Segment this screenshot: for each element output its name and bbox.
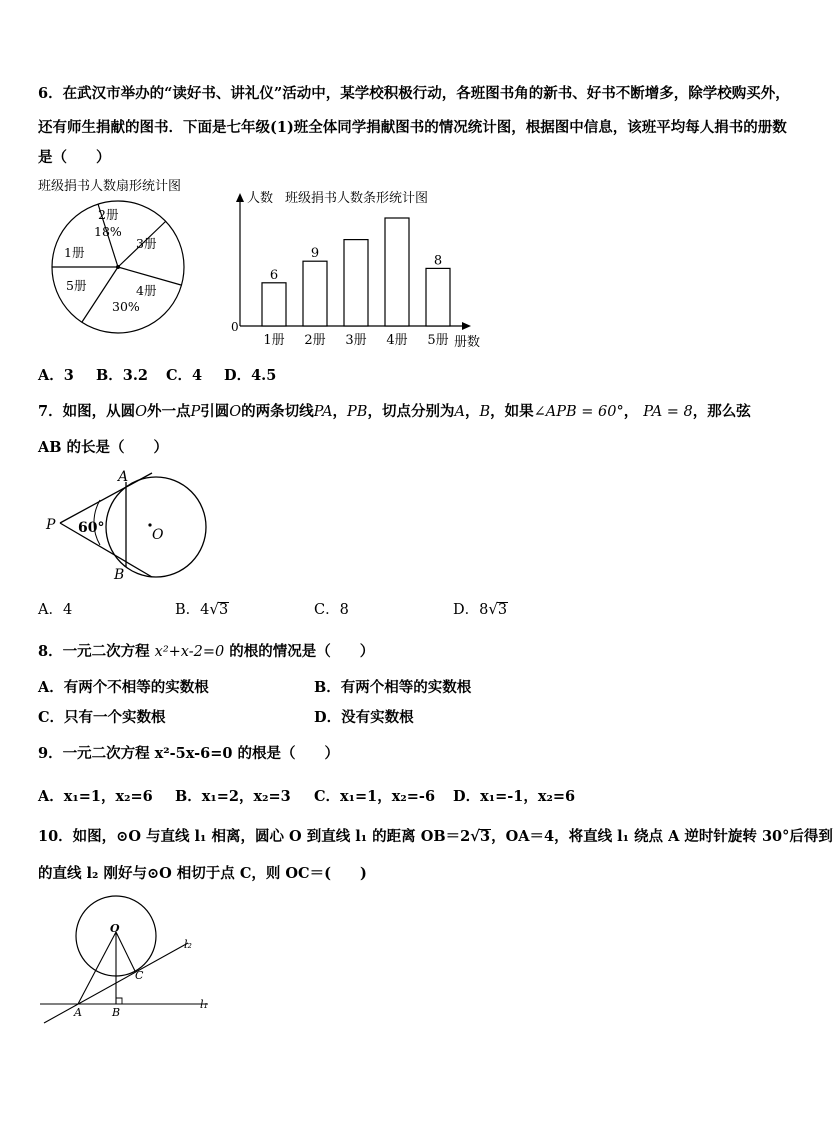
label-l2: l₂: [184, 938, 192, 951]
bar-x-arrow: [462, 322, 471, 330]
bar-category-label: 4册: [386, 333, 408, 348]
bar-chart: [225, 185, 495, 355]
bar-origin: 0: [231, 320, 239, 334]
q6-line3: 是（ ）: [38, 149, 111, 166]
q10-figure: [36, 888, 226, 1028]
bar-category-label: 2册: [304, 333, 326, 348]
pie-label-2: 2册: [98, 207, 119, 222]
q6-line2: 还有师生捐献的图书．下面是七年级(1)班全体同学捐献图书的情况统计图，根据图中信息，该班平均每人捐书的册数: [38, 119, 787, 136]
pie-title: 班级捐书人数扇形统计图: [38, 179, 182, 194]
q8-option-c[interactable]: C．只有一个实数根: [38, 709, 166, 726]
q8-stem: 8．一元二次方程 x²+x-2=0 的根的情况是（ ）: [38, 643, 375, 660]
q9-option-d[interactable]: D．x₁=-1，x₂=6: [453, 788, 576, 805]
bar-value-label: 8: [433, 253, 443, 269]
q6-option-c[interactable]: C．4: [166, 367, 203, 384]
q9-option-c[interactable]: C．x₁=1，x₂=-6: [314, 788, 436, 805]
q9-stem: 9．一元二次方程 x²-5x-6=0 的根是（ ）: [38, 745, 340, 762]
q7-figure: [40, 465, 200, 590]
q7-line2: AB 的长是（ ）: [38, 439, 169, 456]
bar-category-label: 5册: [427, 333, 449, 348]
q6-option-b[interactable]: B．3.2: [96, 367, 148, 384]
tangent-pa: [60, 473, 152, 523]
pie-label-5: 5册: [66, 278, 87, 293]
label-b: B: [112, 1006, 121, 1019]
q8-option-d[interactable]: D．没有实数根: [314, 709, 414, 726]
q9-option-b[interactable]: B．x₁=2，x₂=3: [175, 788, 291, 805]
bar-4: [385, 218, 409, 326]
label-o: O: [110, 922, 120, 935]
pie-percent-2: 18%: [94, 224, 122, 239]
label-60: 60°: [78, 520, 105, 536]
segment-oc: [116, 932, 135, 971]
bar-2: [303, 261, 327, 326]
q7-line1: 7．如图，从圆O外一点P引圆O的两条切线PA，PB，切点分别为A，B，如果∠APB = 60°， PA = 8，那么弦: [38, 403, 751, 420]
pie-percent-4: 30%: [112, 299, 140, 314]
label-o: O: [152, 527, 164, 543]
label-c: C: [135, 969, 144, 982]
bar-xlabel: 册数: [454, 335, 481, 350]
q7-option-c[interactable]: C．8: [314, 602, 349, 618]
q7-option-d[interactable]: D．8√3: [453, 600, 508, 618]
label-p: P: [46, 517, 56, 533]
pie-label-1: 1册: [64, 245, 85, 260]
q8-option-a[interactable]: A．有两个不相等的实数根: [38, 679, 209, 696]
right-angle-mark: [116, 998, 122, 1004]
bar-value-label: 6: [269, 267, 279, 283]
q8-option-b[interactable]: B．有两个相等的实数根: [314, 679, 472, 696]
bar-5: [426, 268, 450, 326]
q10-line2: 的直线 l₂ 刚好与⊙O 相切于点 C，则 OC＝( ): [38, 865, 367, 882]
pie-label-4: 4册: [136, 283, 157, 298]
q9-option-a[interactable]: A．x₁=1，x₂=6: [38, 788, 153, 805]
bar-value-label: 9: [310, 246, 320, 262]
pie-chart: [40, 190, 200, 340]
label-a: A: [118, 469, 129, 485]
q6-option-d[interactable]: D．4.5: [224, 367, 277, 384]
bar-1: [262, 283, 286, 326]
bar-title: 班级捐书人数条形统计图: [285, 191, 429, 206]
label-l1: l₁: [200, 998, 208, 1011]
q6-line1: 6．在武汉市举办的“读好书、讲礼仪”活动中，某学校积极行动，各班图书角的新书、好书不断增多，除学校购买外，: [38, 85, 790, 102]
label-a: A: [74, 1006, 82, 1019]
q10-line1: 10．如图，⊙O 与直线 l₁ 相离，圆心 O 到直线 l₁ 的距离 OB＝2√3，OA＝4，将直线 l₁ 绕点 A 逆时针旋转 30°后得到: [38, 827, 833, 845]
q7-option-b[interactable]: B．4√3: [175, 600, 229, 618]
bar-category-label: 3册: [345, 333, 367, 348]
label-b: B: [114, 567, 125, 583]
q6-option-a[interactable]: A．3: [38, 367, 74, 384]
q7-option-a[interactable]: A．4: [38, 602, 73, 618]
bar-3: [344, 240, 368, 326]
bar-category-label: 1册: [263, 333, 285, 348]
bar-ylabel: 人数: [247, 191, 274, 206]
bar-y-arrow: [236, 193, 244, 202]
pie-label-3: 3册: [136, 236, 157, 251]
